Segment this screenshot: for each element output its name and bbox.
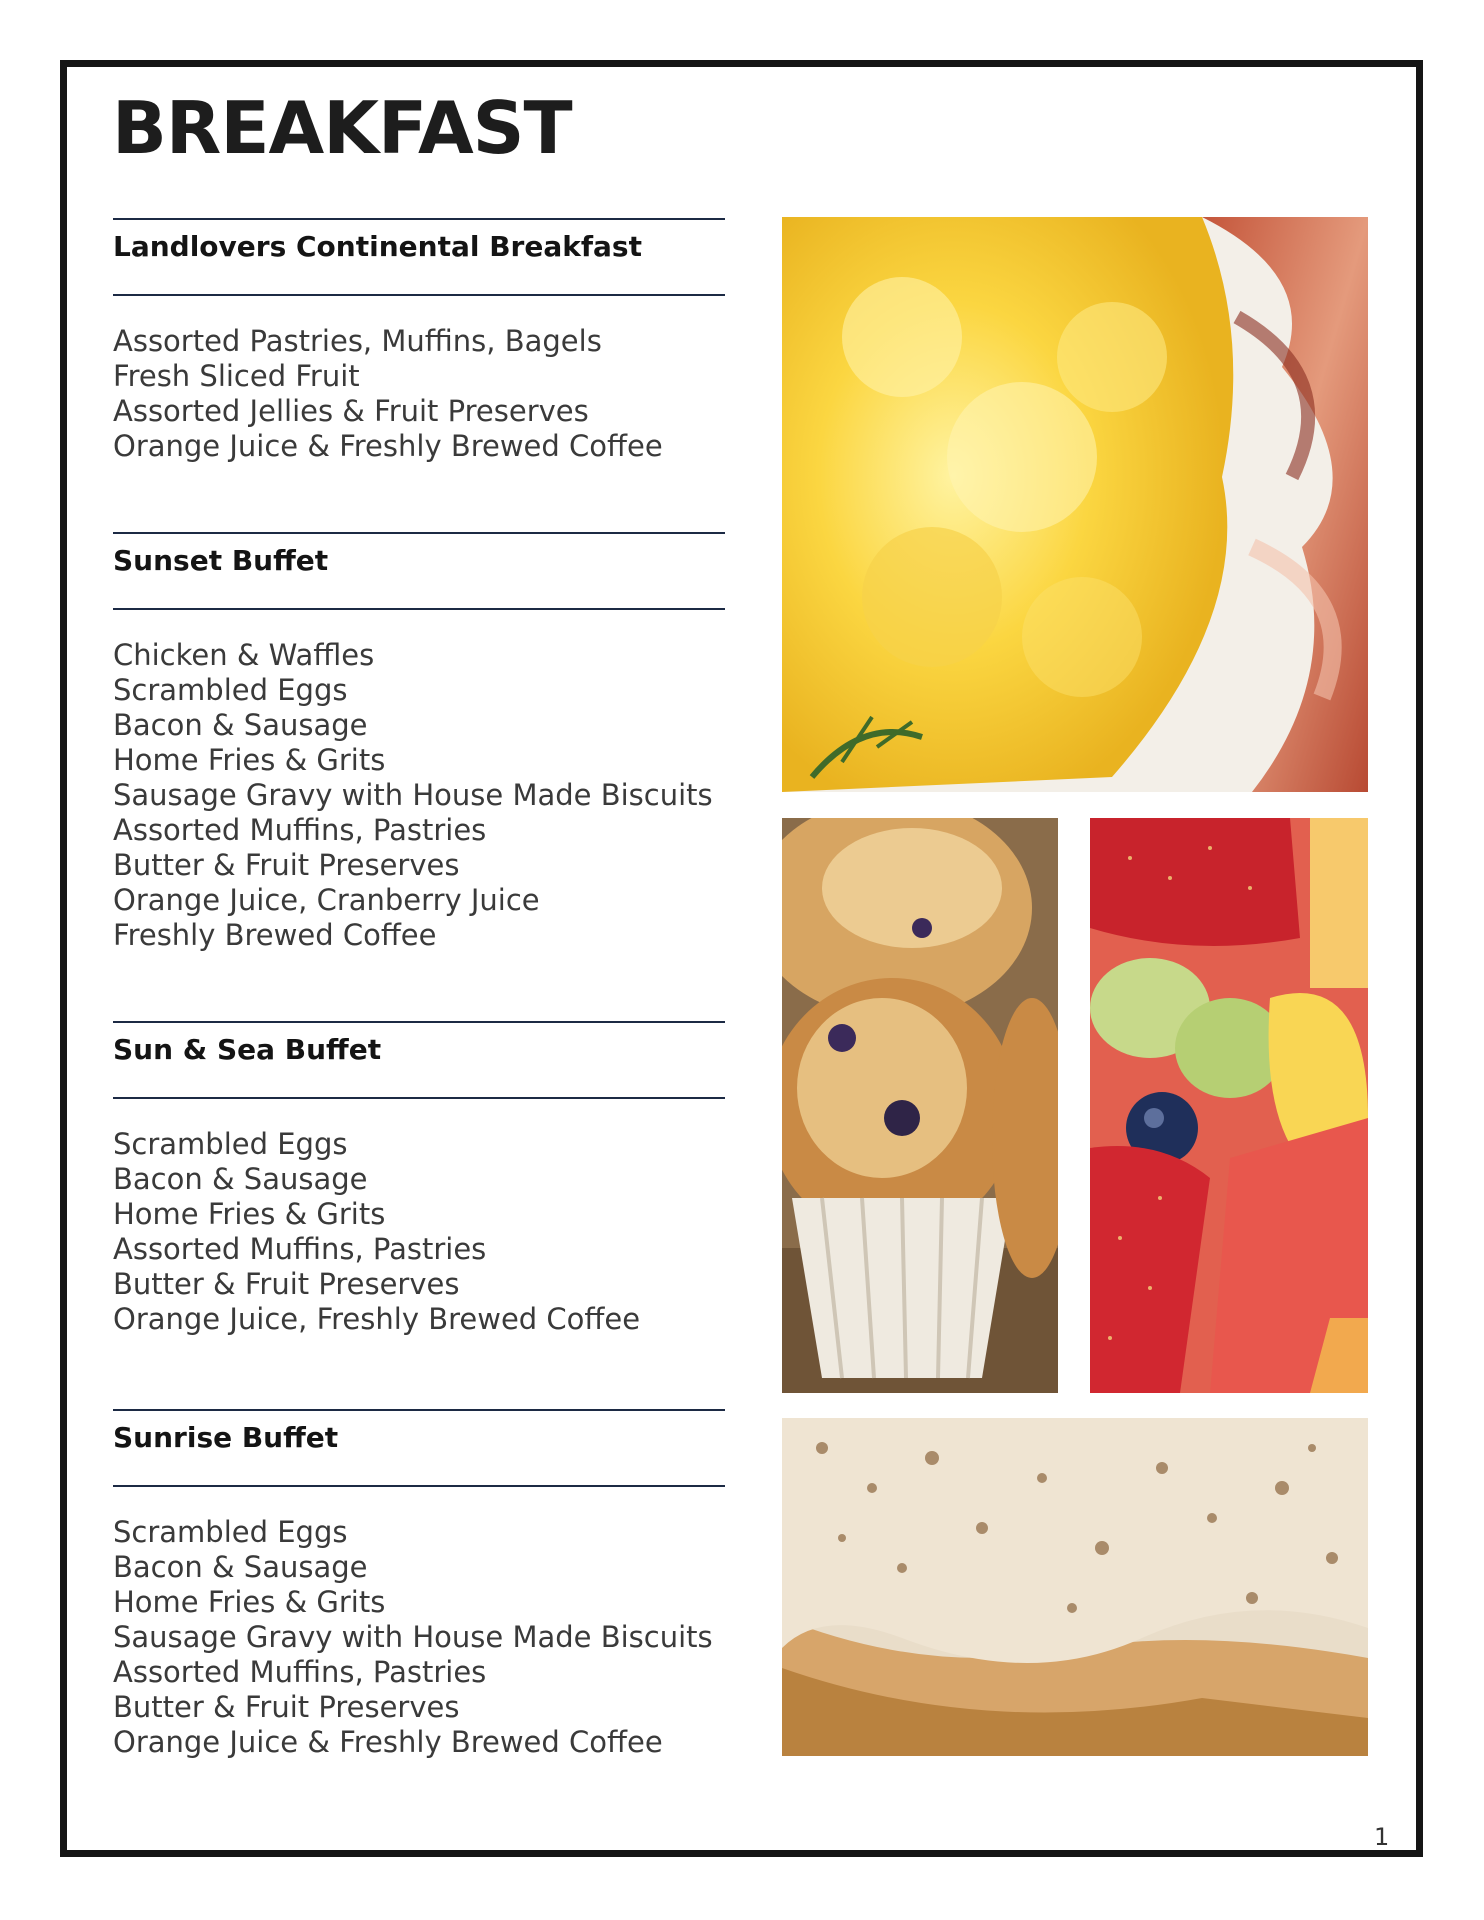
- list-item: Scrambled Eggs: [113, 673, 348, 707]
- list-item: Fresh Sliced Fruit: [113, 359, 360, 393]
- fruit-photo: [1090, 818, 1368, 1393]
- list-item: Assorted Muffins, Pastries: [113, 1655, 487, 1689]
- menu-item-list: [113, 1127, 725, 1337]
- list-item: Bacon & Sausage: [113, 708, 368, 742]
- list-item: Assorted Muffins, Pastries: [113, 813, 487, 847]
- menu-item-list: [113, 638, 725, 953]
- list-item: Orange Juice, Freshly Brewed Coffee: [113, 1302, 641, 1336]
- page-number: 1: [1374, 1823, 1390, 1851]
- section-title: Landlovers Continental Breakfast: [113, 230, 642, 263]
- list-item: Butter & Fruit Preserves: [113, 848, 460, 882]
- section-bottom-rule: [113, 608, 725, 610]
- list-item: Butter & Fruit Preserves: [113, 1690, 460, 1724]
- list-item: Sausage Gravy with House Made Biscuits: [113, 1620, 713, 1654]
- list-item: Assorted Jellies & Fruit Preserves: [113, 394, 589, 428]
- page-title: BREAKFAST: [112, 86, 572, 170]
- section-bottom-rule: [113, 294, 725, 296]
- list-item: Home Fries & Grits: [113, 1585, 386, 1619]
- list-item: Bacon & Sausage: [113, 1162, 368, 1196]
- list-item: Orange Juice, Cranberry Juice: [113, 883, 540, 917]
- eggs-bacon-photo: [782, 217, 1368, 792]
- muffins-photo: [782, 818, 1058, 1393]
- list-item: Orange Juice & Freshly Brewed Coffee: [113, 429, 663, 463]
- menu-section-sunset: [113, 532, 725, 953]
- menu-section-sun-sea: [113, 1021, 725, 1337]
- section-title: Sunset Buffet: [113, 544, 329, 577]
- menu-item-list: [113, 1515, 725, 1760]
- list-item: Freshly Brewed Coffee: [113, 918, 437, 952]
- list-item: Assorted Pastries, Muffins, Bagels: [113, 324, 602, 358]
- list-item: Chicken & Waffles: [113, 638, 375, 672]
- section-title: Sunrise Buffet: [113, 1421, 339, 1454]
- list-item: Assorted Muffins, Pastries: [113, 1232, 487, 1266]
- menu-section-continental: [113, 218, 725, 464]
- list-item: Orange Juice & Freshly Brewed Coffee: [113, 1725, 663, 1759]
- menu-section-sunrise: [113, 1409, 725, 1760]
- biscuits-gravy-photo: [782, 1418, 1368, 1756]
- list-item: Butter & Fruit Preserves: [113, 1267, 460, 1301]
- list-item: Home Fries & Grits: [113, 1197, 386, 1231]
- menu-item-list: [113, 324, 725, 464]
- list-item: Scrambled Eggs: [113, 1515, 348, 1549]
- section-title: Sun & Sea Buffet: [113, 1033, 382, 1066]
- list-item: Home Fries & Grits: [113, 743, 386, 777]
- section-bottom-rule: [113, 1485, 725, 1487]
- list-item: Bacon & Sausage: [113, 1550, 368, 1584]
- section-bottom-rule: [113, 1097, 725, 1099]
- list-item: Sausage Gravy with House Made Biscuits: [113, 778, 713, 812]
- list-item: Scrambled Eggs: [113, 1127, 348, 1161]
